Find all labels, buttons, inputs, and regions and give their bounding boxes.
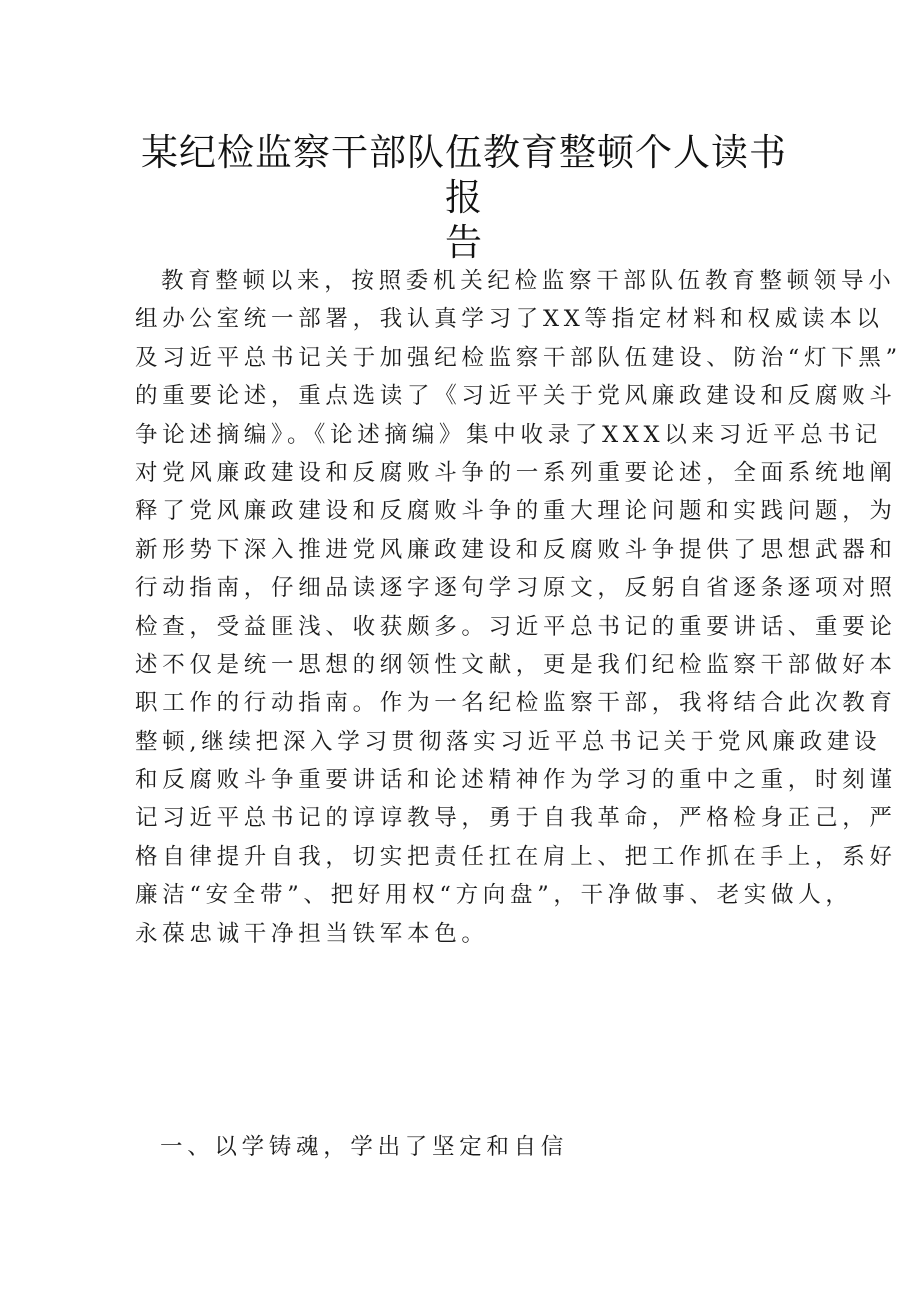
paragraph-line: 格自律提升自我，切实把责任扛在肩上、把工作抓在手上，系好 [135, 843, 897, 870]
section-heading: 一、以学铸魂，学出了坚定和自信 [160, 1134, 569, 1160]
paragraph-line: 廉洁“安全带”、把好用权“方向盘”，干净做事、老实做人， [135, 882, 853, 909]
paragraph-line: 述不仅是统一思想的纲领性文献，更是我们纪检监察干部做好本 [135, 651, 897, 678]
paragraph-line: 新形势下深入推进党风廉政建设和反腐败斗争提供了思想武器和 [135, 536, 897, 563]
paragraph-line: 对党风廉政建设和反腐败斗争的一系列重要论述，全面系统地阐 [135, 459, 897, 486]
paragraph-line: 的重要论述，重点选读了《习近平关于党风廉政建设和反腐败斗 [135, 383, 897, 410]
body-paragraph [135, 262, 902, 953]
title-line-2: 告 [445, 221, 483, 264]
paragraph-line: 记习近平总书记的谆谆教导，勇于自我革命，严格检身正己，严 [135, 805, 897, 832]
paragraph-line: 和反腐败斗争重要讲话和论述精神作为学习的重中之重，时刻谨 [135, 767, 897, 794]
document-title [140, 130, 788, 265]
paragraph-line: 检查，受益匪浅、收获颇多。习近平总书记的重要讲话、重要论 [135, 613, 897, 640]
paragraph-line: 组办公室统一部署，我认真学习了XX等指定材料和权威读本以 [135, 306, 884, 333]
paragraph-line: 争论述摘编》。《论述摘编》集中收录了XXX以来习近平总书记 [135, 421, 882, 448]
paragraph-line: 整顿,继续把深入学习贯彻落实习近平总书记关于党风廉政建设 [135, 728, 882, 755]
paragraph-line: 及习近平总书记关于加强纪检监察干部队伍建设、防治“灯下黑” [135, 344, 902, 371]
paragraph-line: 职工作的行动指南。作为一名纪检监察干部，我将结合此次教育 [135, 690, 897, 717]
paragraph-line: 教育整顿以来，按照委机关纪检监察干部队伍教育整顿领导小 [161, 268, 896, 294]
paragraph-line: 释了党风廉政建设和反腐败斗争的重大理论问题和实践问题，为 [135, 498, 897, 525]
paragraph-line: 永葆忠诚干净担当铁军本色。 [135, 920, 489, 947]
paragraph-line: 行动指南，仔细品读逐字逐句学习原文，反躬自省逐条逐项对照 [135, 575, 897, 602]
title-line-1: 某纪检监察干部队伍教育整顿个人读书报 [141, 131, 787, 219]
